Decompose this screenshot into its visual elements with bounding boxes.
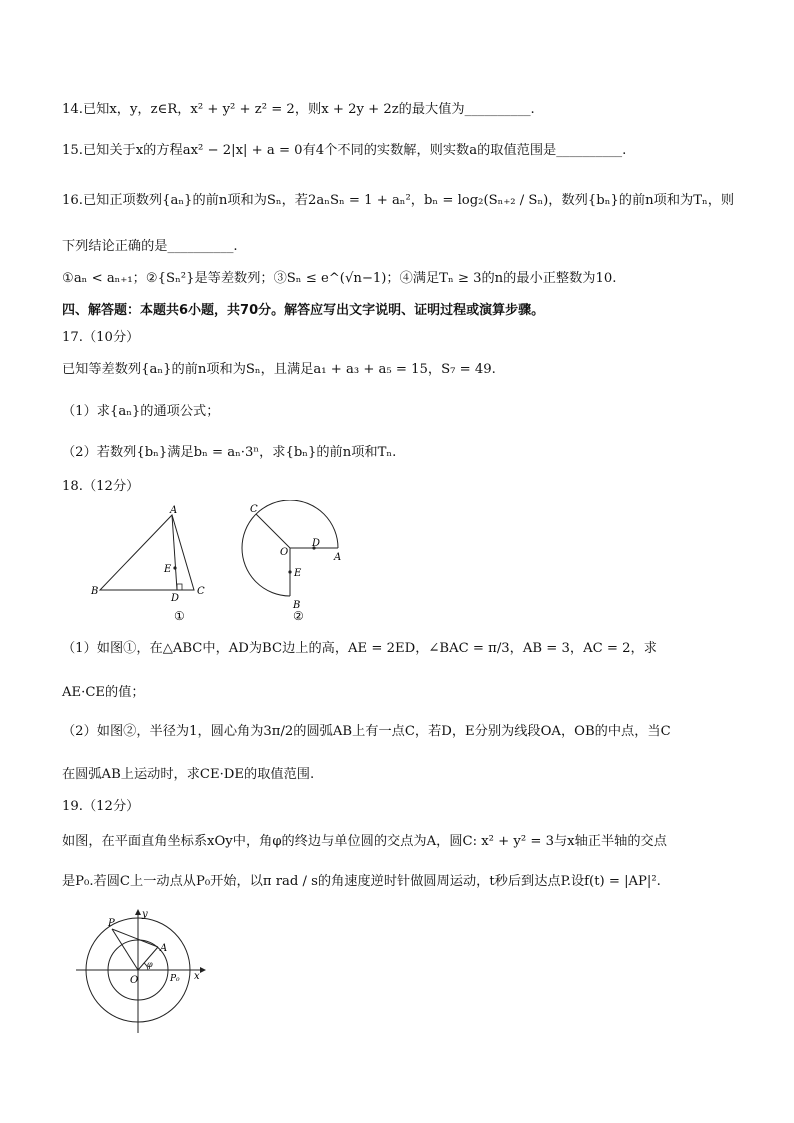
question-16-line1: 16.已知正项数列{aₙ}的前n项和为Sₙ，若2aₙSₙ = 1 + aₙ²，bₙ = log₂(Sₙ₊₂ / Sₙ)，数列{bₙ}的前n项和为Tₙ，则 [62,193,735,208]
fig1-label-A: A [170,505,178,516]
figure-circles [74,905,209,1035]
question-16-line2: 下列结论正确的是__________. [62,239,238,254]
question-19-line2: 是P₀.若圆C上一动点从P₀开始，以π rad / s的角速度逆时针做圆周运动，t秒后到达点P.设f(t) = |AP|². [62,874,661,889]
question-18-heading: 18.（12分） [62,479,140,494]
fig2-label-D: D [312,538,321,549]
question-18-part1-line2: AE·CE的值； [62,685,145,700]
figure-arc [236,500,356,625]
question-16-options: ①aₙ < aₙ₊₁；②{Sₙ²}是等差数列；③Sₙ ≤ e^(√n−1)；④满足Tₙ ≥ 3的n的最小正整数为10. [62,271,617,286]
question-19-line1: 如图，在平面直角坐标系xOy中，角φ的终边与单位圆的交点为A，圆C: x² + y² = 3与x轴正半轴的交点 [62,834,667,849]
fig1-label-E: E [164,564,172,575]
section-heading: 四、解答题：本题共6小题，共70分。解答应写出文字说明、证明过程或演算步骤。 [62,303,545,318]
question-17-heading: 17.（10分） [62,330,140,345]
fig2-caption: ② [293,609,304,623]
fig3-label-x: x [194,971,200,982]
figure-triangle [82,500,222,625]
fig1-caption: ① [174,609,185,623]
fig1-label-D: D [171,593,180,604]
fig2-label-E: E [294,568,302,579]
fig2-label-B: B [293,600,301,611]
fig1-label-C: C [197,586,205,597]
fig3-label-O: O [130,975,139,986]
question-17-part1: （1）求{aₙ}的通项公式； [62,404,220,419]
fig2-label-O: O [280,547,289,558]
question-14: 14.已知x，y，z∈R，x² + y² + z² = 2，则x + 2y + 2z的最大值为__________. [62,102,535,117]
fig3-label-phi: φ [147,960,153,969]
question-19-heading: 19.（12分） [62,799,140,814]
fig2-label-A: A [334,552,342,563]
fig3-label-y: y [142,909,148,920]
fig3-label-P: P [108,918,115,929]
question-17-text: 已知等差数列{aₙ}的前n项和为Sₙ，且满足a₁ + a₃ + a₅ = 15，S₇ = 49. [62,362,496,377]
fig3-label-P0: P₀ [170,974,180,984]
fig1-label-B: B [91,586,99,597]
fig3-label-A: A [160,943,168,954]
question-18-part1-line1: （1）如图①，在△ABC中，AD为BC边上的高，AE = 2ED，∠BAC = π/3，AB = 3，AC = 2，求 [62,641,657,656]
question-18-part2-line2: 在圆弧AB上运动时，求CE·DE的取值范围. [62,767,315,782]
question-15: 15.已知关于x的方程ax² − 2|x| + a = 0有4个不同的实数解，则实数a的取值范围是__________. [62,143,627,158]
question-17-part2: （2）若数列{bₙ}满足bₙ = aₙ·3ⁿ，求{bₙ}的前n项和Tₙ. [62,445,397,460]
fig2-label-C: C [250,504,258,515]
question-18-part2-line1: （2）如图②，半径为1，圆心角为3π/2的圆弧AB上有一点C，若D，E分别为线段OA，OB的中点，当C [62,724,671,739]
